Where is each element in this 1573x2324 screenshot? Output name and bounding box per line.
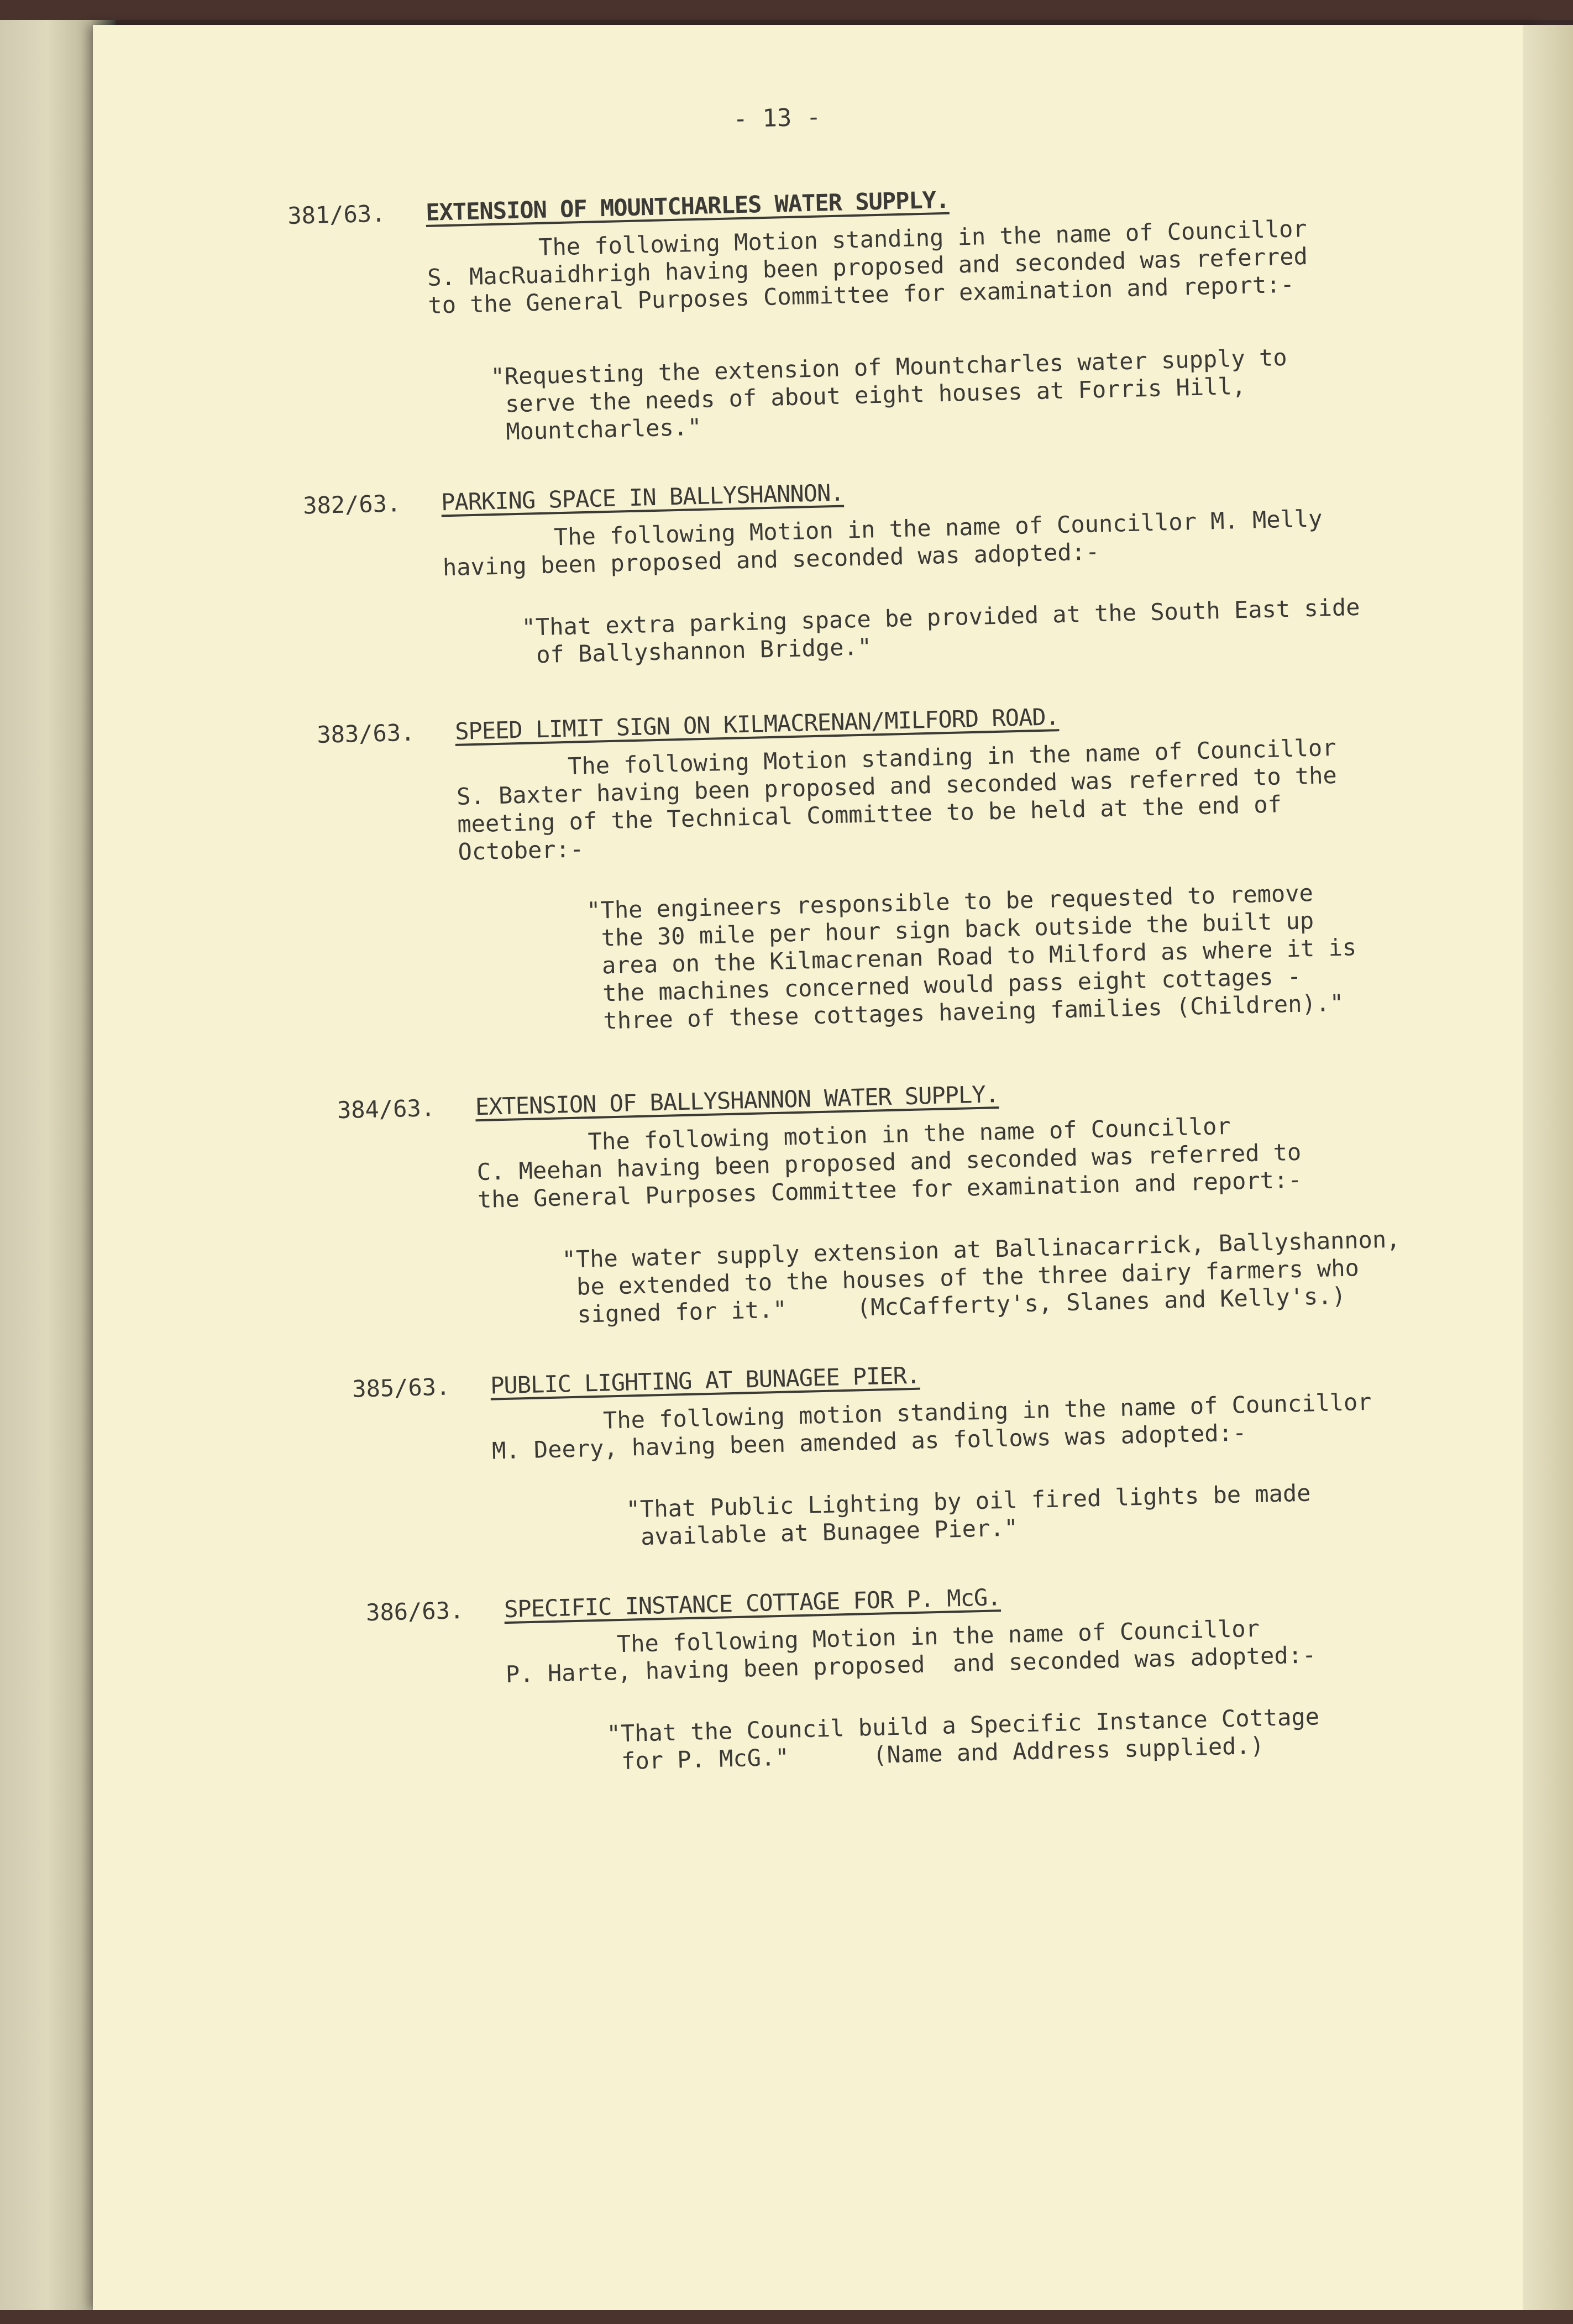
item-quote: "The water supply extension at Ballinacarrick, Ballyshannon, be extended to the houses of the three dairy farmers who signed for it." (McCafferty's, Slanes and Kelly's.) bbox=[562, 1225, 1401, 1329]
item-quote: "Requesting the extension of Mountcharles water supply to serve the needs of about eight houses at Forris Hill, Mountcharles." bbox=[490, 343, 1288, 446]
minute-item-386 bbox=[366, 1572, 1477, 1831]
page-number: - 13 - bbox=[732, 103, 821, 134]
item-body: The following Motion in the name of Councillor M. Melly having been proposed and seconded was adopted:- bbox=[442, 505, 1323, 581]
item-number: 383/63. bbox=[316, 718, 415, 748]
item-body: The following motion standing in the name of Councillor M. Deery, having been amended as follows was adopted:- bbox=[491, 1388, 1372, 1465]
item-number: 386/63. bbox=[365, 1596, 464, 1627]
minute-item-381 bbox=[287, 175, 1399, 479]
minute-item-385 bbox=[352, 1349, 1462, 1597]
item-quote: "That Public Lighting by oil fired lights be made available at Bunagee Pier." bbox=[626, 1479, 1312, 1551]
item-title: PARKING SPACE IN BALLYSHANNON. bbox=[441, 479, 845, 516]
item-number: 385/63. bbox=[352, 1373, 450, 1403]
item-body: The following Motion standing in the name of Councillor S. MacRuaidhrigh having been proposed and seconded was referred to the General Purposes Committee for examination and report:- bbox=[426, 214, 1308, 319]
minute-item-384 bbox=[337, 1069, 1449, 1373]
item-body: The following Motion standing in the name of Councillor S. Baxter having been proposed and seconded was referred to the meeting of the Technical Committee to be held at the end of October:- bbox=[455, 733, 1338, 865]
item-number: 382/63. bbox=[302, 490, 401, 520]
item-title: EXTENSION OF MOUNTCHARLES WATER SUPPLY. bbox=[425, 186, 950, 226]
item-quote: "That extra parking space be provided at the South East side of Ballyshannon Bridge." bbox=[521, 593, 1361, 669]
item-number: 384/63. bbox=[337, 1094, 436, 1124]
minute-item-383 bbox=[317, 694, 1430, 1080]
item-number: 381/63. bbox=[287, 200, 386, 230]
item-body: The following Motion in the name of Councillor P. Harte, having been proposed and seconded was adopted:- bbox=[505, 1614, 1317, 1688]
item-title: PUBLIC LIGHTING AT BUNAGEE PIER. bbox=[490, 1361, 920, 1399]
item-quote: "The engineers responsible to be requested to remove the 30 mile per hour sign back outside the built up area on the Kilmacrenan Road to Milford as where it is the machines concerned would pass eight cottages - three of these cottages haveing families (Children)." bbox=[586, 879, 1357, 1035]
item-title: EXTENSION OF BALLYSHANNON WATER SUPPLY. bbox=[475, 1080, 999, 1121]
item-quote: "That the Council build a Specific Instance Cottage for P. McG." (Name and Address supplied.) bbox=[606, 1703, 1320, 1775]
minute-item-382 bbox=[303, 465, 1413, 714]
item-body: The following motion in the name of Councillor C. Meehan having been proposed and seconded was referred to the General Purposes Committee for examination and report:- bbox=[475, 1112, 1303, 1214]
item-title: SPECIFIC INSTANCE COTTAGE FOR P. McG. bbox=[504, 1583, 1002, 1623]
item-title: SPEED LIMIT SIGN ON KILMACRENAN/MILFORD ROAD. bbox=[454, 703, 1060, 745]
